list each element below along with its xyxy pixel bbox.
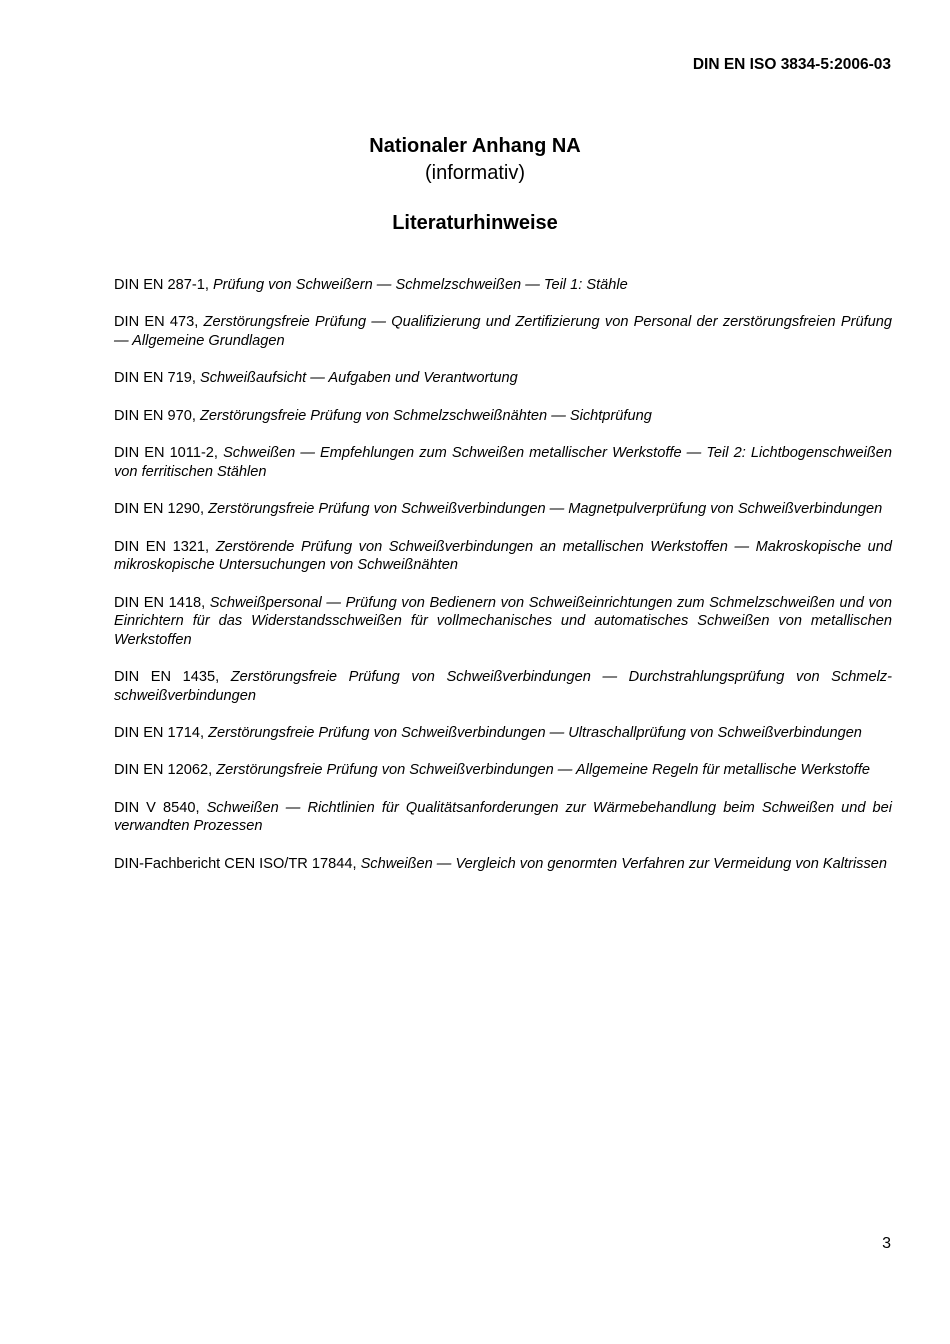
reference-item bbox=[114, 668, 892, 705]
reference-id: DIN V 8540, bbox=[114, 799, 207, 816]
reference-title: Zerstörende Prüfung von Schweißverbindungen an metallischen Werkstoffen — Makroskopische und mikroskopische Untersuchungen von Schweißnähten bbox=[114, 538, 892, 574]
reference-title: Schweißpersonal — Prüfung von Bedienern von Schweißeinrichtungen zum Schmelzschweißen und von Einrichtern für das Widerstandsschweißen für vollmechanisches und automatisches Schweißen von metallischen Werkstoffen bbox=[114, 594, 892, 648]
reference-title: Schweißaufsicht — Aufgaben und Verantwortung bbox=[199, 370, 518, 387]
document-id: DIN EN ISO 3834-5:2006-03 bbox=[692, 56, 891, 73]
reference-id: DIN-Fachbericht CEN ISO/TR 17844, bbox=[114, 855, 361, 872]
reference-item bbox=[114, 407, 892, 426]
reference-item bbox=[114, 369, 892, 388]
annex-title: Nationaler Anhang NA bbox=[369, 135, 581, 157]
reference-item bbox=[114, 855, 892, 874]
reference-item bbox=[114, 538, 892, 575]
reference-title: Zerstörungsfreie Prüfung von Schweißverbindungen — Durchstrahlungsprüfung von Schmelzschweißverbindungen bbox=[114, 669, 892, 704]
reference-title: Schweißen — Vergleich von genormten Verfahren zur Vermeidung von Kaltrissen bbox=[360, 855, 888, 872]
reference-id: DIN EN 1435, bbox=[114, 669, 231, 686]
reference-id: DIN EN 1011-2, bbox=[114, 445, 224, 462]
reference-title: Schweißen — Richtlinien für Qualitätsanforderungen zur Wärmebehandlung beim Schweißen und bei verwandten Prozessen bbox=[114, 799, 893, 835]
reference-item bbox=[114, 313, 892, 350]
reference-id: DIN EN 719, bbox=[114, 370, 200, 387]
annex-subtitle: (informativ) bbox=[424, 162, 525, 184]
reference-item bbox=[114, 276, 892, 295]
reference-item bbox=[114, 444, 892, 481]
page-number: 3 bbox=[882, 1235, 891, 1252]
reference-title: Zerstörungsfreie Prüfung von Schweißverbindungen — Allgemeine Regeln für metallische Werkstoffe bbox=[216, 762, 871, 779]
reference-title: Schweißen — Empfehlungen zum Schweißen metallischer Werkstoffe — Teil 2: Lichtbogenschweißen von ferritischen Stählen bbox=[114, 445, 893, 480]
reference-id: DIN EN 12062, bbox=[114, 762, 217, 779]
reference-item bbox=[114, 799, 892, 836]
reference-id: DIN EN 1714, bbox=[114, 725, 209, 742]
reference-id: DIN EN 1290, bbox=[114, 501, 209, 518]
reference-item bbox=[114, 724, 892, 743]
reference-id: DIN EN 473, bbox=[114, 314, 204, 331]
section-title: Literaturhinweise bbox=[392, 212, 558, 234]
reference-title: Zerstörungsfreie Prüfung von Schweißverbindungen — Magnetpulverprüfung von Schweißverbindungen bbox=[208, 501, 883, 518]
reference-title: Prüfung von Schweißern — Schmelzschweißen — Teil 1: Stähle bbox=[212, 277, 628, 293]
reference-title: Zerstörungsfreie Prüfung — Qualifizierung und Zertifizierung von Personal der zerstörungsfreien Prüfung — Allgemeine Grundlagen bbox=[114, 314, 892, 349]
reference-title: Zerstörungsfreie Prüfung von Schmelzschweißnähten — Sichtprüfung bbox=[199, 407, 652, 424]
reference-id: DIN EN 970, bbox=[114, 407, 200, 424]
reference-title: Zerstörungsfreie Prüfung von Schweißverbindungen — Ultraschallprüfung von Schweißverbindungen bbox=[208, 725, 862, 742]
reference-item bbox=[114, 500, 892, 519]
reference-item bbox=[114, 594, 892, 650]
reference-item bbox=[114, 761, 892, 780]
reference-id: DIN EN 1321, bbox=[114, 538, 216, 555]
reference-id: DIN EN 287-1, bbox=[114, 277, 213, 293]
reference-list bbox=[114, 276, 892, 892]
reference-id: DIN EN 1418, bbox=[114, 594, 210, 611]
